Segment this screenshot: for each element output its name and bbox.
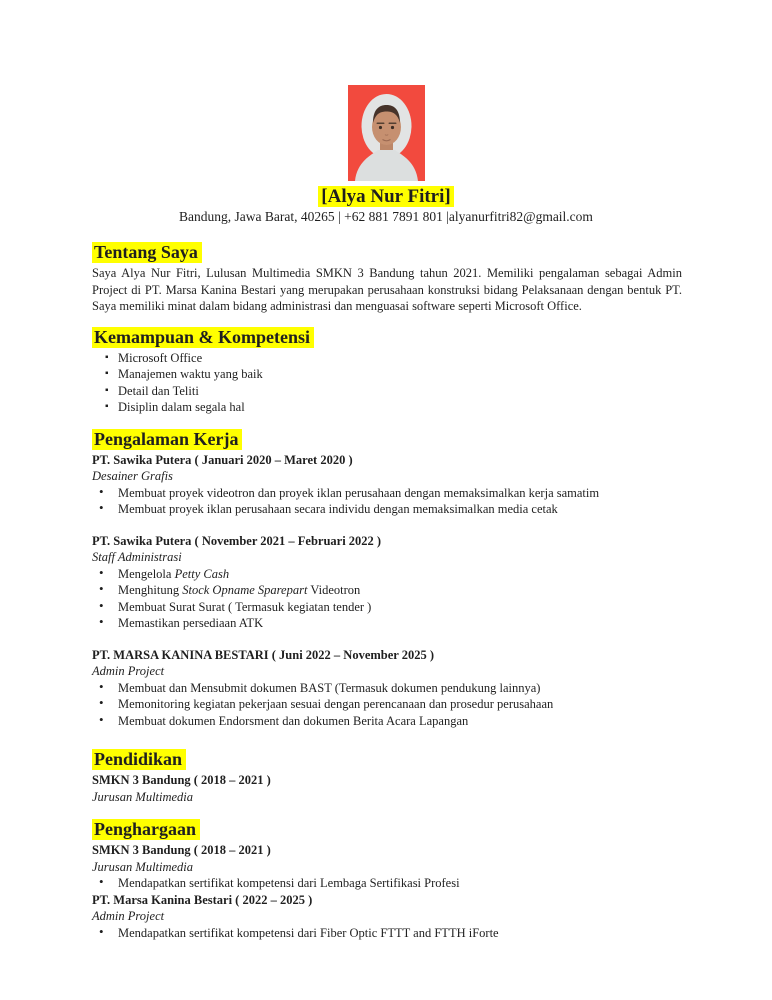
skill-item [92,383,682,400]
right-eye [390,126,393,129]
award-bullet [92,875,682,892]
award-bullets [92,875,682,892]
section-awards [92,818,682,941]
education-major: Jurusan Multimedia [92,789,194,804]
job-company: PT. MARSA KANINA BESTARI ( Juni 2022 – November 2025 ) [92,647,435,662]
education-title-text: Pendidikan [92,749,186,770]
skill-item [92,366,682,383]
award-bullet [92,925,682,942]
skill-item [92,399,682,416]
experience-title-text: Pengalaman Kerja [92,429,242,450]
award-role: Admin Project [92,909,165,923]
job-bullet [92,501,682,518]
bullet-pre: Mengelola [118,566,175,581]
bullet-pre: Menghitung [118,583,183,597]
job-bullets [92,680,682,730]
job-bullets [92,485,682,518]
job-bullet [92,615,682,632]
bullet-pre: Memonitoring kegiatan pekerjaan sesuai dengan perencanaan dan prosedur perusahaan [118,697,554,711]
resume-content [0,241,772,941]
award-bullets [92,925,682,942]
skill-text: Microsoft Office [118,350,203,365]
job-bullet [92,582,682,599]
award-bullet-text: Mendapatkan sertifikat kompetensi dari Fiber Optic FTTT and FTTH iForte [118,925,499,940]
skills-title-text: Kemampuan & Kompetensi [92,327,314,348]
bullet-em: Stock Opname Sparepart [182,583,308,597]
profile-photo [348,85,425,181]
skill-text: Detail dan Teliti [118,383,199,398]
bullet-post: Videotron [307,583,361,597]
job-bullets [92,566,682,632]
job-company: PT. Sawika Putera ( Januari 2020 – Maret 2020 ) [92,452,353,467]
skills-list [92,350,682,416]
bullet-pre: Membuat Surat Surat ( Termasuk kegiatan tender ) [118,599,372,614]
job-role: Staff Administrasi [92,550,182,564]
bullet-pre: Membuat proyek iklan perusahaan secara individu dengan memaksimalkan media cetak [118,502,558,516]
skills-title [92,326,682,348]
job-block [92,647,682,730]
award-role: Jurusan Multimedia [92,859,194,874]
name-line [0,186,772,208]
bullet-em: Petty Cash [174,566,230,581]
about-paragraph: Saya Alya Nur Fitri, Lulusan Multimedia SMKN 3 Bandung tahun 2021. Memiliki pengalaman sebagai Admin Project di PT. Marsa Kanina Bestari yang merupakan perusahaan konstruksi bidang Pelaksanaan dengan bentuk PT. Saya memiliki minat dalam bidang administrasi dan menguasai software seperti Microsoft Office. [92,266,682,313]
job-bullet [92,680,682,697]
skill-item [92,350,682,367]
left-eye [378,126,381,129]
education-title [92,748,682,770]
award-org: PT. Marsa Kanina Bestari ( 2022 – 2025 ) [92,892,313,907]
skill-text: Disiplin dalam segala hal [118,400,245,414]
skill-text: Manajemen waktu yang baik [118,367,263,381]
experience-title [92,428,682,450]
award-org: SMKN 3 Bandung ( 2018 – 2021 ) [92,843,271,857]
awards-title [92,818,682,840]
job-block [92,452,682,518]
bullet-pre: Membuat dokumen Endorsment dan dokumen Berita Acara Lapangan [118,713,469,728]
section-about [92,241,682,315]
job-block [92,533,682,632]
awards-title-text: Penghargaan [92,819,200,840]
left-eyebrow [376,123,384,125]
job-company: PT. Sawika Putera ( November 2021 – Februari 2022 ) [92,533,382,548]
contact-line: Bandung, Jawa Barat, 40265 | +62 881 7891 801 |alyanurfitri82@gmail.com [179,209,593,224]
bullet-pre: Memastikan persediaan ATK [118,616,264,630]
about-title-text: Tentang Saya [92,242,202,263]
award-bullet-text: Mendapatkan sertifikat kompetensi dari Lembaga Sertifikasi Profesi [118,876,460,890]
candidate-name: [Alya Nur Fitri] [318,186,453,207]
award-entry [92,892,682,942]
job-bullet [92,485,682,502]
job-bullet [92,599,682,616]
section-education [92,748,682,805]
job-bullet [92,696,682,713]
section-experience [92,428,682,730]
job-bullet [92,566,682,583]
bullet-pre: Membuat dan Mensubmit dokumen BAST (Termasuk dokumen pendukung lainnya) [118,680,541,695]
education-school: SMKN 3 Bandung ( 2018 – 2021 ) [92,773,271,787]
job-bullet [92,713,682,730]
section-skills [92,326,682,416]
right-eyebrow [388,123,396,125]
job-role: Admin Project [92,664,165,678]
job-role: Desainer Grafis [92,469,173,483]
about-title [92,241,682,263]
award-entry [92,842,682,892]
bullet-pre: Membuat proyek videotron dan proyek iklan perusahaan dengan memaksimalkan kerja samatim [118,485,600,500]
